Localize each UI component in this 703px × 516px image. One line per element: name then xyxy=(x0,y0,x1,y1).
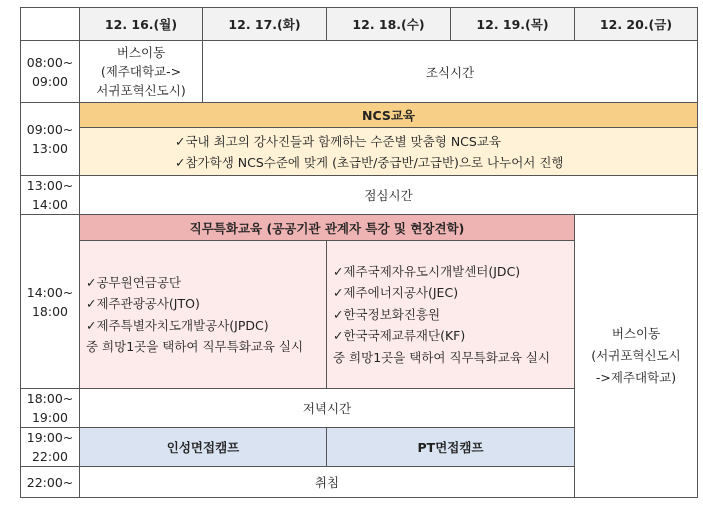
duty-right-item: ✓한국정보화진흥원 xyxy=(333,306,441,322)
time-start: 09:00~ xyxy=(26,122,74,137)
bus-friday-line: (서귀포혁신도시 xyxy=(591,348,681,363)
personality-interview-camp: 인성면접캠프 xyxy=(80,428,327,467)
day-header-mon: 12. 16.(월) xyxy=(80,8,203,41)
pt-interview-camp: PT면접캠프 xyxy=(327,428,575,467)
duty-left-list xyxy=(80,241,327,389)
duty-left-item: 중 희망1곳을 택하여 직무특화교육 실시 xyxy=(86,339,304,354)
time-cell xyxy=(21,103,80,176)
duty-right-item: ✓제주에너지공사(JEC) xyxy=(333,285,459,301)
header-row xyxy=(21,8,698,41)
duty-right-list xyxy=(327,241,575,389)
time-cell xyxy=(21,41,80,103)
time-start: 13:00~ xyxy=(26,178,74,193)
time-start: 08:00~ xyxy=(26,54,74,70)
day-header-tue: 12. 17.(화) xyxy=(203,8,327,41)
day-header-thu: 12. 19.(목) xyxy=(451,8,575,41)
schedule-table xyxy=(20,7,698,498)
time-cell xyxy=(21,215,80,389)
row-ncs-title xyxy=(21,103,698,128)
time-cell xyxy=(21,428,80,467)
ncs-line: ✓국내 최고의 강사진들과 함께하는 수준별 맞춤형 NCS교육 xyxy=(175,133,501,149)
day-header-fri: 12. 20.(금) xyxy=(575,8,698,41)
breakfast-cell: 조식시간 xyxy=(203,41,698,103)
duty-right-item: ✓제주국제자유도시개발센터(JDC) xyxy=(333,263,521,279)
bus-monday-line: 서귀포혁신도시) xyxy=(96,83,186,98)
time-cell xyxy=(21,389,80,428)
ncs-description xyxy=(80,128,698,176)
duty-left-item: ✓공무원연금공단 xyxy=(86,274,181,290)
time-end: 14:00 xyxy=(31,197,69,212)
header-corner xyxy=(21,8,80,41)
time-end: 19:00 xyxy=(31,410,69,425)
row-duty-title xyxy=(21,215,698,241)
row-lunch xyxy=(21,176,698,215)
time-end: 22:00 xyxy=(31,449,69,464)
duty-right-item: 중 희망1곳을 택하여 직무특화교육 실시 xyxy=(333,349,551,365)
dinner-cell: 저녁시간 xyxy=(80,389,575,428)
sleep-cell: 취침 xyxy=(80,467,575,498)
duty-right-item: ✓한국국제교류재단(KF) xyxy=(333,328,466,344)
bus-monday-cell xyxy=(80,41,203,103)
lunch-cell: 점심시간 xyxy=(80,176,698,215)
time-end: 13:00 xyxy=(31,141,69,156)
bus-friday-line: ->제주대학교) xyxy=(595,370,677,385)
duty-training-title: 직무특화교육 (공공기관 관계자 특강 및 현장견학) xyxy=(80,215,575,241)
time-end: 18:00 xyxy=(31,303,69,319)
ncs-line: ✓참가학생 NCS수준에 맞게 (초급반/중급반/고급반)으로 나누어서 진행 xyxy=(175,154,564,170)
time-start: 19:00~ xyxy=(26,430,74,445)
duty-left-item: ✓제주관광공사(JTO) xyxy=(86,296,200,311)
time-cell xyxy=(21,467,80,498)
bus-monday-line: 버스이동 xyxy=(116,45,166,60)
duty-left-item: ✓제주특별자치도개발공사(JPDC) xyxy=(86,317,269,333)
bus-friday-line: 버스이동 xyxy=(611,326,661,341)
row-breakfast xyxy=(21,41,698,103)
bus-monday-line: (제주대학교-> xyxy=(100,64,182,79)
time-end: 09:00 xyxy=(31,73,69,89)
time-start: 18:00~ xyxy=(26,391,74,406)
bus-friday-cell xyxy=(575,215,698,498)
time-start: 22:00~ xyxy=(26,474,74,490)
ncs-title: NCS교육 xyxy=(80,103,698,128)
time-start: 14:00~ xyxy=(26,284,74,300)
day-header-wed: 12. 18.(수) xyxy=(327,8,451,41)
time-cell xyxy=(21,176,80,215)
row-ncs-body xyxy=(21,128,698,176)
